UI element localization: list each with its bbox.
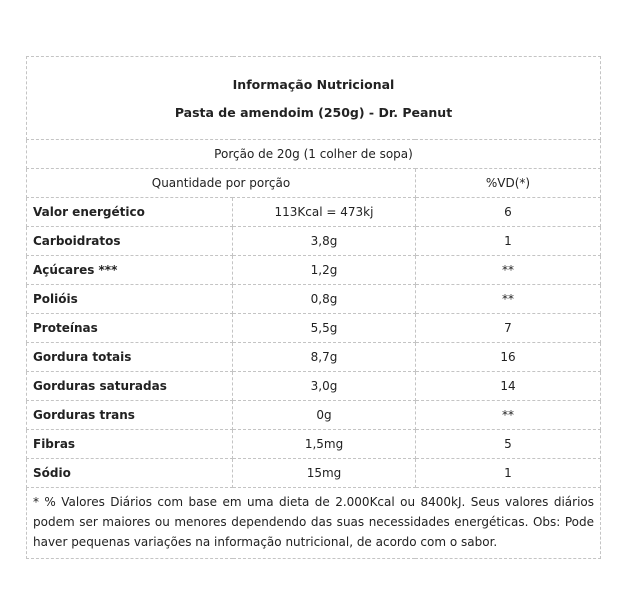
nutrient-quantity: 113Kcal = 473kj [233,198,416,227]
vd-header: %VD(*) [415,169,600,198]
nutrient-label: Polióis [27,285,233,314]
table-row [27,256,601,285]
nutrient-quantity: 3,8g [233,227,416,256]
column-header-row [27,169,601,198]
footnote-text: * % Valores Diários com base em uma dieta de 2.000Kcal ou 8400kJ. Seus valores diários podem ser maiores ou menores dependendo das suas necessidades energéticas. Obs: Pode haver pequenas variações na informação nutricional, de acordo com o sabor. [27,488,601,559]
nutrient-quantity: 0,8g [233,285,416,314]
nutrient-vd: 1 [415,227,600,256]
table-row [27,459,601,488]
table-row [27,285,601,314]
nutrient-vd: 7 [415,314,600,343]
nutrient-label: Valor energético [27,198,233,227]
portion-row [27,140,601,169]
nutrient-vd: ** [415,256,600,285]
nutrient-quantity: 8,7g [233,343,416,372]
title-row [27,57,601,140]
title-cell [27,57,601,140]
nutrient-quantity: 3,0g [233,372,416,401]
nutrient-quantity: 5,5g [233,314,416,343]
quantity-header: Quantidade por porção [27,169,416,198]
nutrient-label: Fibras [27,430,233,459]
table-row [27,430,601,459]
nutrient-label: Gorduras trans [27,401,233,430]
table-row [27,227,601,256]
nutrient-vd: 14 [415,372,600,401]
table-row [27,372,601,401]
nutrient-label: Gordura totais [27,343,233,372]
table-row [27,401,601,430]
nutrient-quantity: 1,5mg [233,430,416,459]
table-title: Informação Nutricional [232,77,395,92]
nutrient-quantity: 0g [233,401,416,430]
nutrient-vd: ** [415,285,600,314]
nutrient-label: Açúcares *** [27,256,233,285]
nutrient-quantity: 1,2g [233,256,416,285]
nutrient-label: Carboidratos [27,227,233,256]
portion-text: Porção de 20g (1 colher de sopa) [27,140,601,169]
nutrient-vd: 5 [415,430,600,459]
nutrient-vd: 1 [415,459,600,488]
footnote-row [27,488,601,559]
table-row [27,198,601,227]
nutrient-vd: 16 [415,343,600,372]
table-row [27,314,601,343]
nutrient-quantity: 15mg [233,459,416,488]
nutrition-table [26,56,601,559]
nutrient-vd: ** [415,401,600,430]
nutrient-vd: 6 [415,198,600,227]
nutrient-label: Proteínas [27,314,233,343]
table-row [27,343,601,372]
product-name: Pasta de amendoim (250g) - Dr. Peanut [174,105,453,120]
nutrient-label: Sódio [27,459,233,488]
nutrient-label: Gorduras saturadas [27,372,233,401]
